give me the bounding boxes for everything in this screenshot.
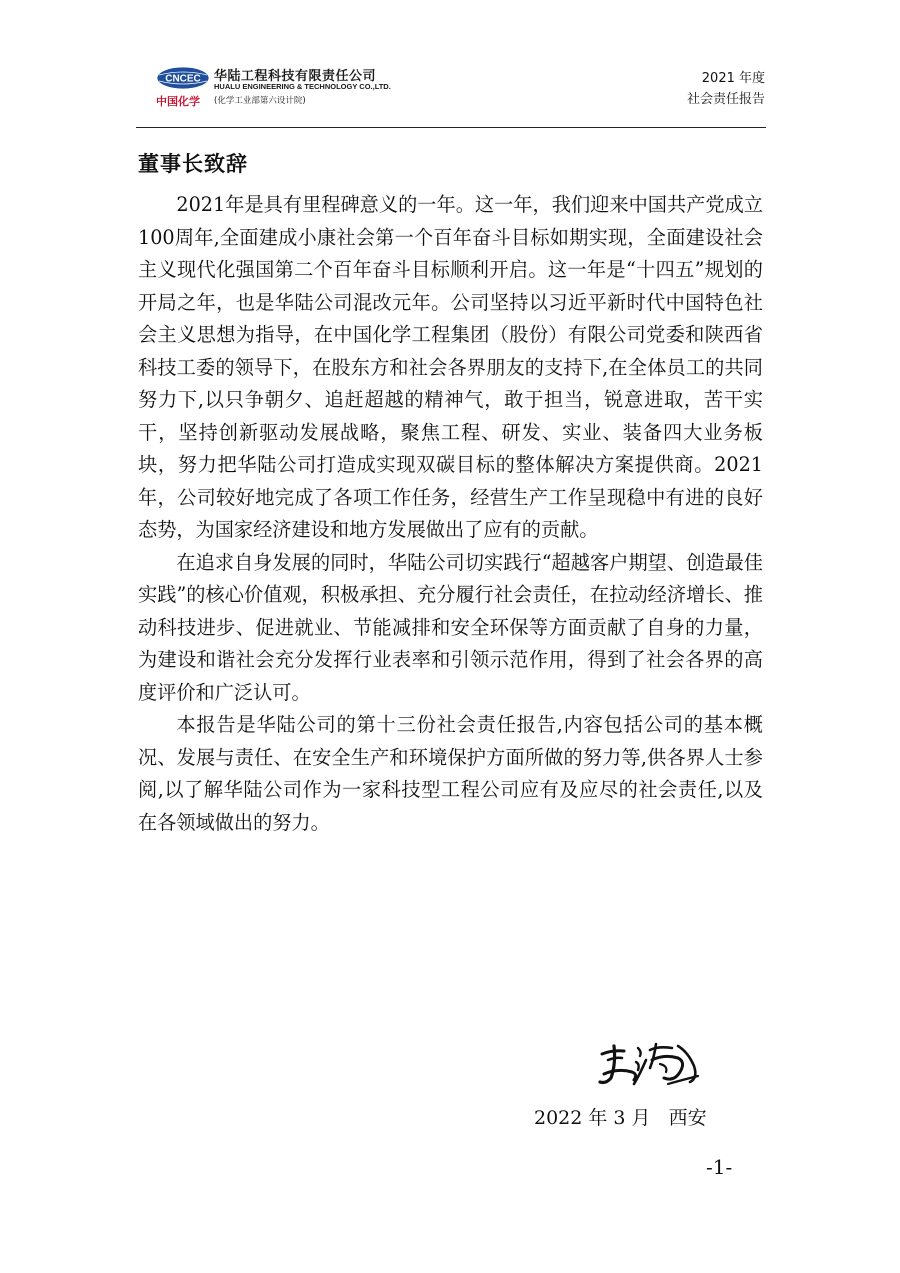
cncec-emblem-icon	[156, 66, 210, 90]
page-title: 董事长致辞	[138, 152, 248, 176]
report-title: 社会责任报告	[686, 92, 765, 107]
date-location: 2022 年 3 月 西安	[534, 1107, 707, 1129]
paragraph-1: 2021年是具有里程碑意义的一年。这一年，我们迎来中国共产党成立100周年,全面建成小康社会第一个百年奋斗目标如期实现，全面建设社会主义现代化强国第二个百年奋斗目标顺利开启。这一年是“十四五”规划的开局之年，也是华陆公司混改元年。公司坚持以习近平新时代中国特色社会主义思想为指导，在中国化学工程集团（股份）有限公司党委和陕西省科技工委的领导下，在股东方和社会各界朋友的支持下,在全体员工的共同努力下,以只争朝夕、追赶超越的精神气，敢于担当，锐意进取，苦干实干，坚持创新驱动发展战略，聚焦工程、研发、实业、装备四大业务板块，努力把华陆公司打造成实现双碳目标的整体解决方案提供商。2021年，公司较好地完成了各项工作任务，经营生产工作呈现稳中有进的良好态势，为国家经济建设和地方发展做出了应有的贡献。	[138, 193, 763, 541]
page-number: -1-	[706, 1155, 733, 1179]
group-name: 中国化学	[156, 95, 200, 108]
company-name-en: HUALU ENGINEERING & TECHNOLOGY CO.,LTD.	[214, 82, 391, 91]
company-logo	[156, 60, 416, 112]
report-year: 2021 年度	[701, 71, 765, 86]
company-name-cn: 华陆工程科技有限责任公司	[214, 69, 377, 84]
letter-body	[138, 189, 763, 839]
chairman-signature	[594, 1038, 704, 1092]
header-divider	[136, 127, 766, 128]
paragraph-2: 在追求自身发展的同时，华陆公司切实践行“超越客户期望、创造最佳实践”的核心价值观，积极承担、充分履行社会责任，在拉动经济增长、推动科技进步、促进就业、节能减排和安全环保等方面贡献了自身的力量，为建设和谐社会充分发挥行业表率和引领示范作用，得到了社会各界的高度评价和广泛认可。	[138, 550, 763, 704]
paragraph-3: 本报告是华陆公司的第十三份社会责任报告,内容包括公司的基本概况、发展与责任、在安全生产和环境保护方面所做的努力等,供各界人士参阅,以了解华陆公司作为一家科技型工程公司应有及应尽的社会责任,以及在各领域做出的努力。	[138, 713, 763, 834]
emblem-text: CNCEC	[165, 73, 201, 85]
company-subtitle: (化学工业部第六设计院)	[214, 96, 306, 106]
